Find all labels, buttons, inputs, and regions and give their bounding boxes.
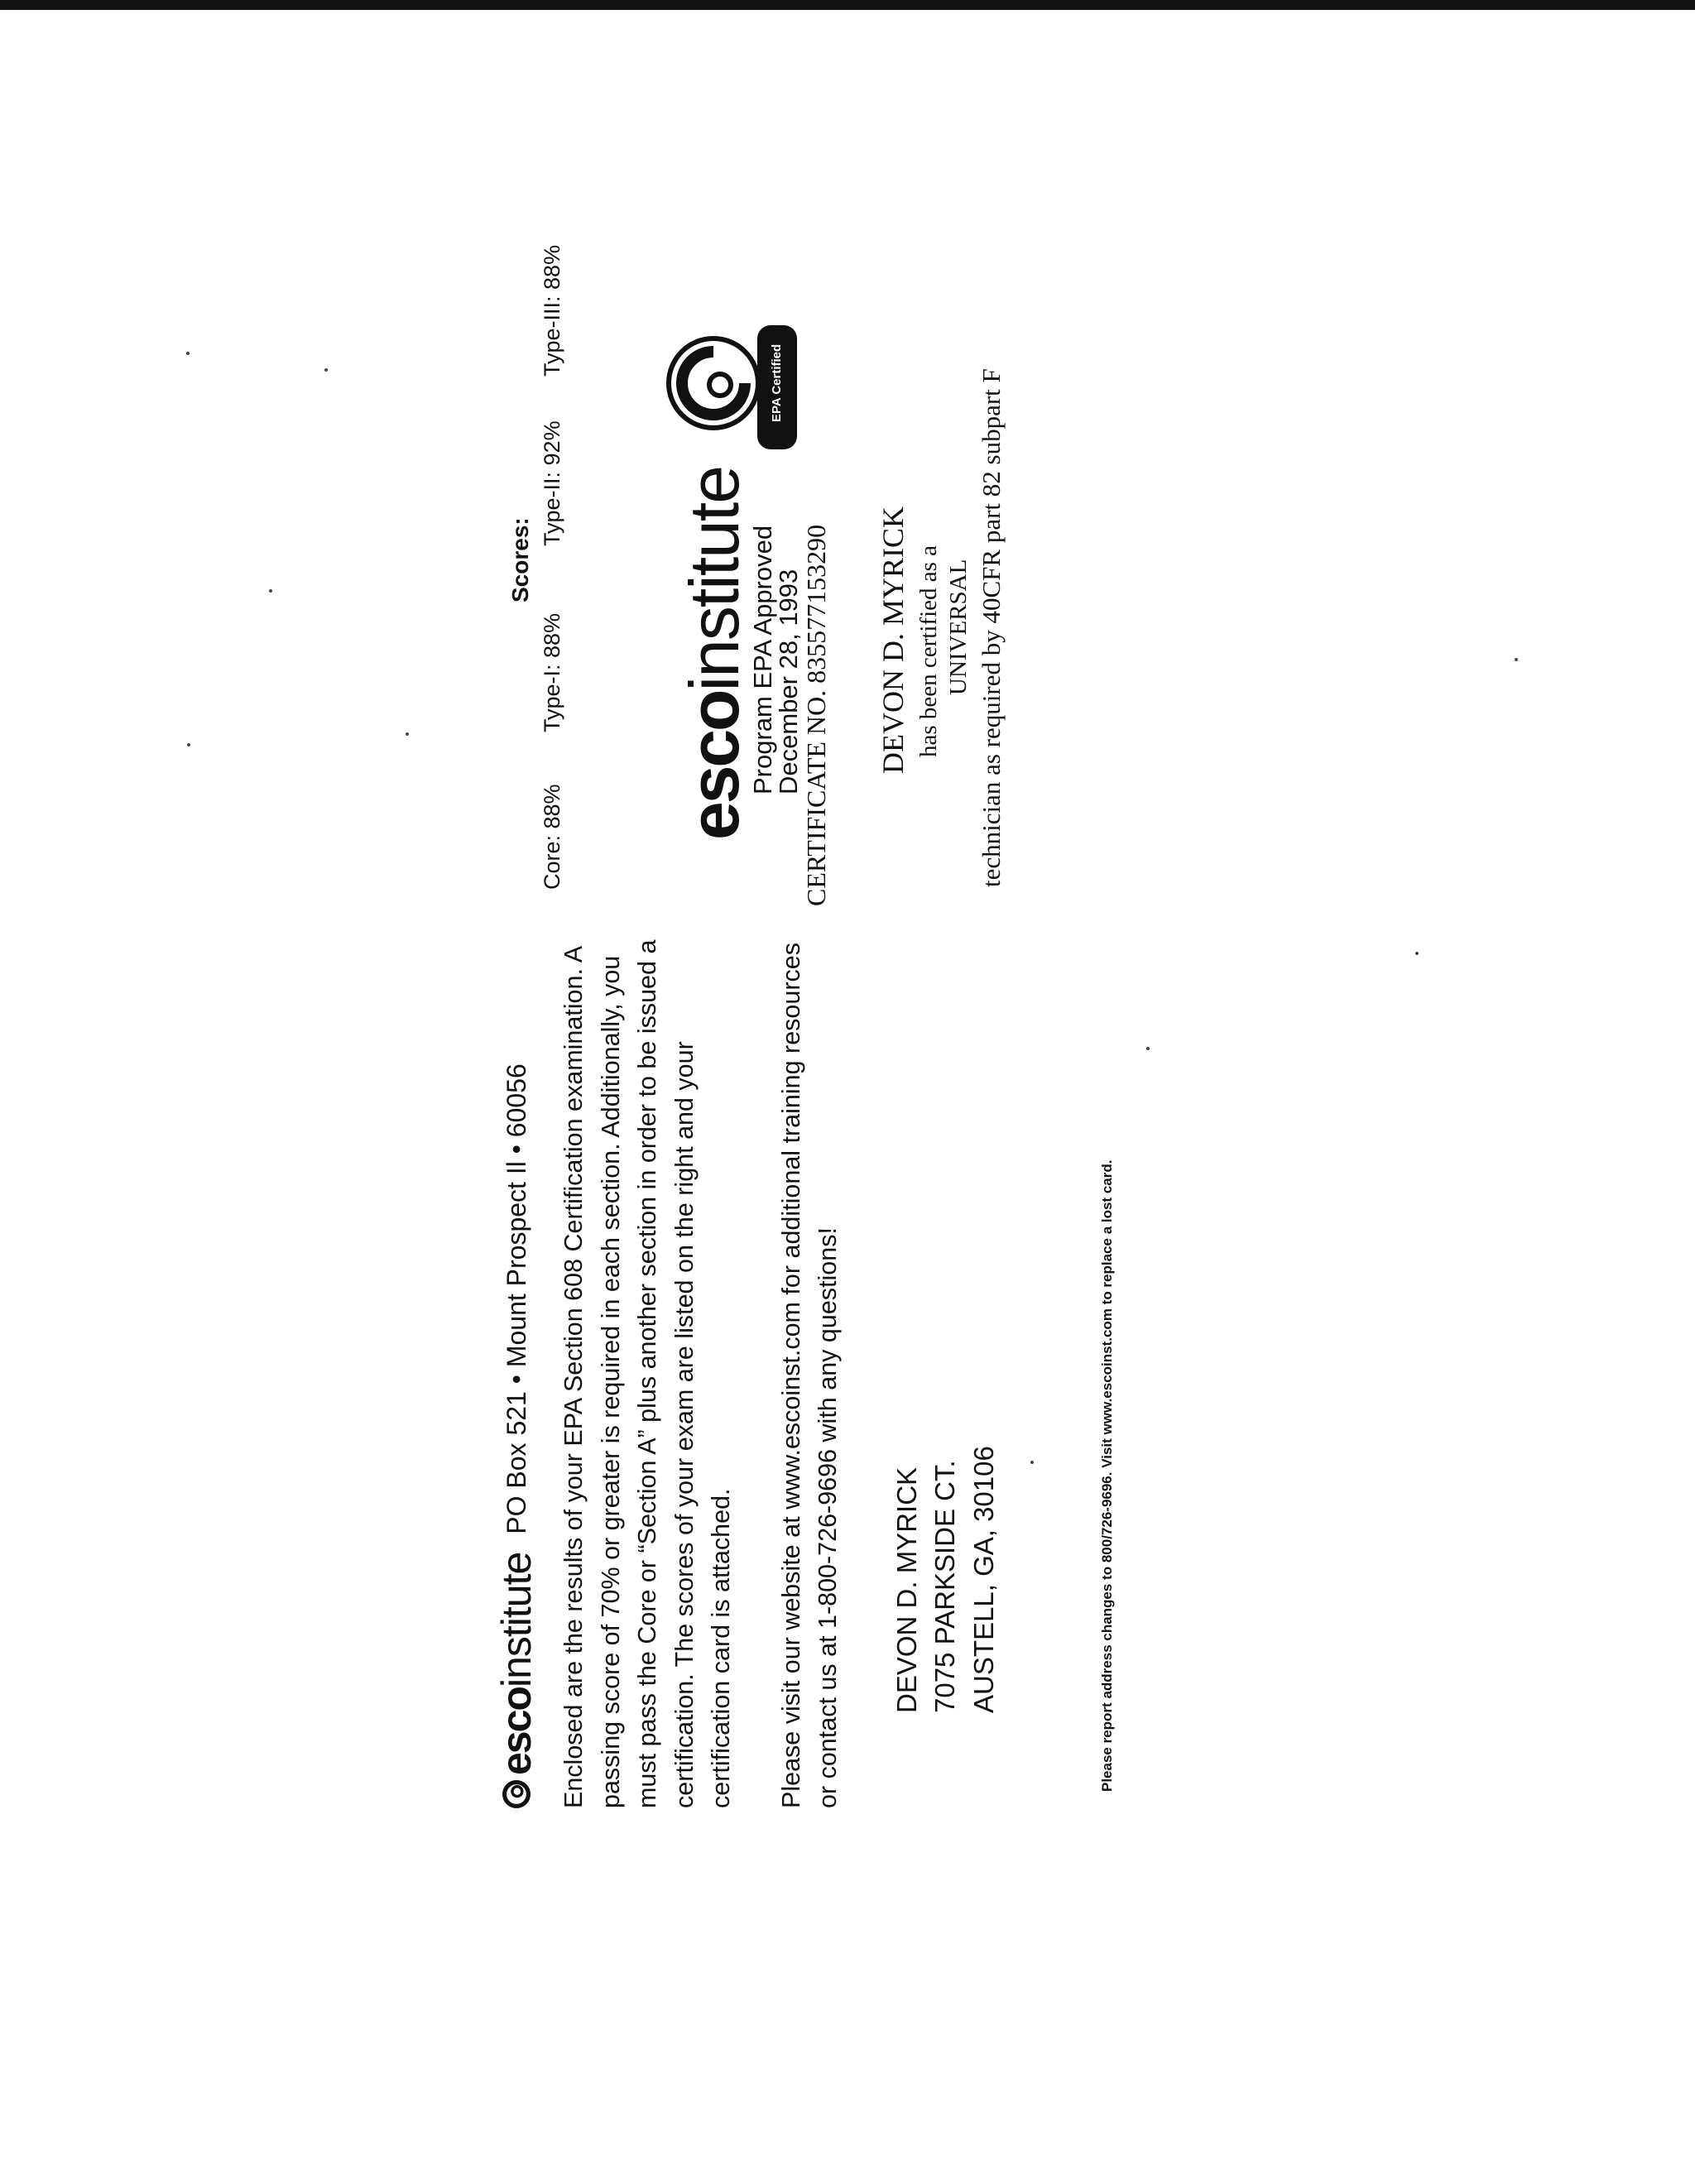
recipient-street: 7075 PARKSIDE CT. — [929, 1460, 961, 1713]
score-type-iii: Type-III: 88% — [540, 244, 564, 377]
certified-name: DEVON D. MYRICK — [876, 506, 910, 774]
certificate-number: CERTIFICATE NO. 835577153290 — [801, 524, 831, 906]
scan-speck — [324, 368, 328, 372]
score-core: Core: 88% — [540, 784, 564, 890]
contact-paragraph: Please visit our website at www.escoinst.com for additional training resources or contact us at 1-800-726-9696 with any questions! — [776, 943, 843, 1808]
scores-title: Scores: — [507, 517, 533, 602]
results-letter — [492, 939, 1155, 1808]
card-brand — [675, 467, 755, 840]
brand-institute: institute — [493, 1552, 540, 1688]
seal-label: EPA Certified — [770, 343, 784, 422]
approved-line-2: December 28, 1993 — [774, 569, 803, 794]
scan-speck — [1515, 658, 1518, 661]
recipient-address — [888, 939, 1005, 1713]
certification-requirement: technician as required by 40CFR part 82 subpart F — [977, 368, 1006, 887]
score-type-i: Type-I: 88% — [540, 612, 564, 732]
recipient-city: AUSTELL, GA, 30106 — [968, 1446, 1000, 1713]
score-type-ii: Type-II: 92% — [540, 420, 564, 546]
footer-note: Please report address changes to 800/726-9696. Visit www.escoinst.com to replace a lost card. — [1099, 1159, 1115, 1792]
card-brand-esco: esco — [675, 691, 753, 840]
esco-swirl-icon — [502, 1780, 531, 1808]
epa-approved — [750, 467, 801, 794]
certified-as-text: has been certified as a — [915, 545, 942, 757]
approved-line-1: Program EPA Approved — [748, 525, 777, 794]
letter-header — [492, 939, 540, 1808]
recipient-name: DEVON D. MYRICK — [891, 1466, 922, 1713]
scan-top-border — [0, 0, 1695, 10]
scan-speck — [186, 352, 190, 355]
brand-esco: esco — [493, 1687, 540, 1775]
card-brand-institute: institute — [675, 467, 753, 692]
card-logo — [675, 467, 801, 840]
scan-speck — [1415, 952, 1419, 955]
scan-speck — [269, 589, 272, 593]
certification-level: UNIVERSAL — [945, 559, 972, 695]
scan-speck — [406, 732, 409, 736]
scan-speck — [187, 743, 190, 746]
mailing-address: PO Box 521 • Mount Prospect Il • 60056 — [501, 1063, 531, 1534]
results-paragraph: Enclosed are the results of your EPA Section 608 Certification examination. A passing score of 70% or greater is required in each section. Additionally, you must pass the Core or “Section A” plus another section in order to be issued a certification. The scores of your exam are listed on the right and your certification card is attached. — [559, 939, 736, 1808]
